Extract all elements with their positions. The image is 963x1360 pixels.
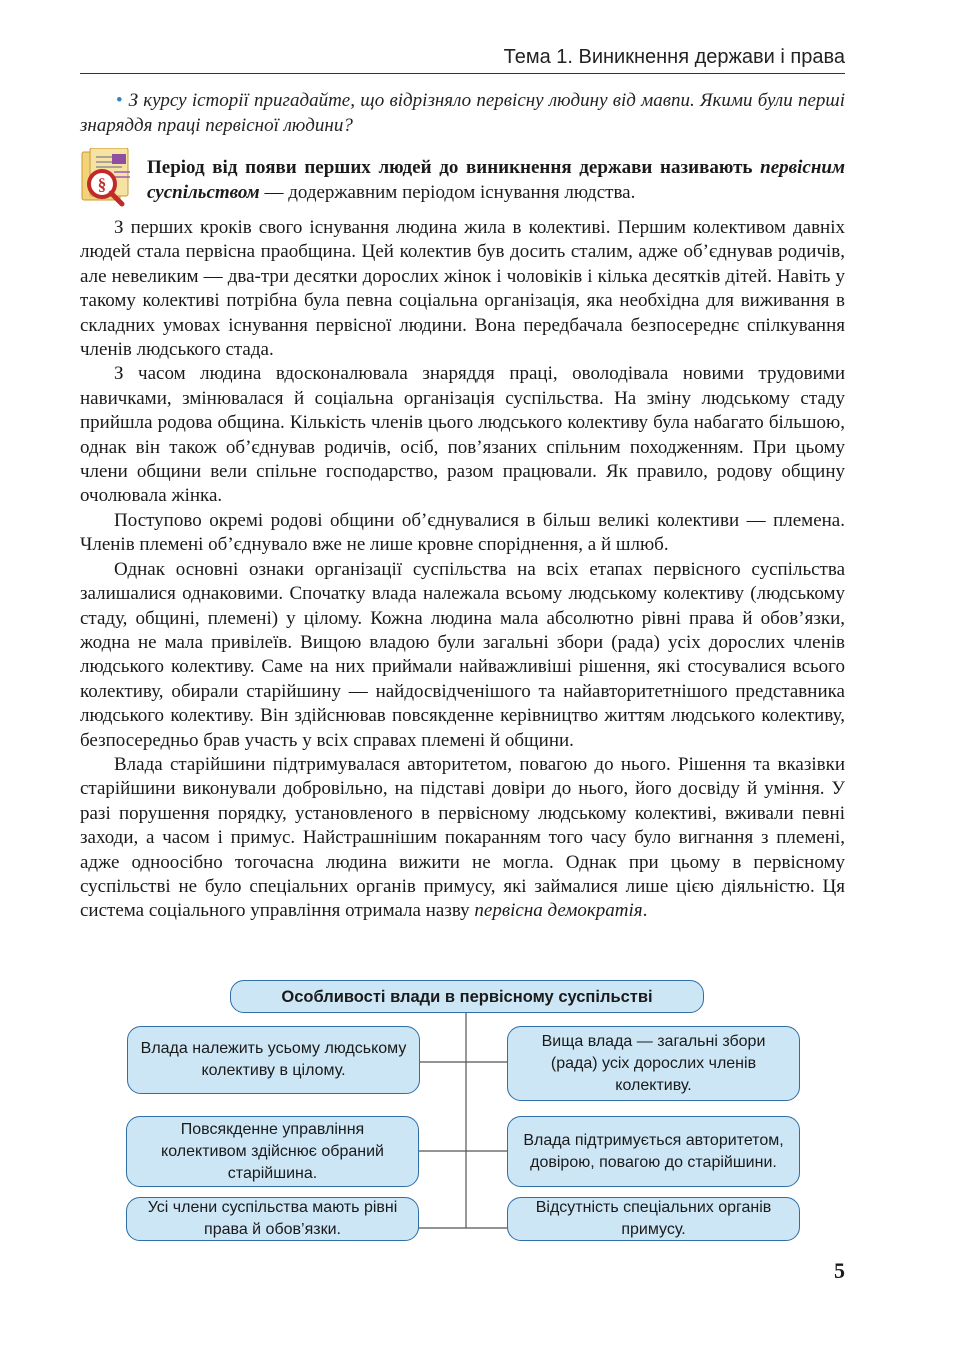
diagram-left-box-1: Влада належить усьому людському колективу в цілому. [127, 1026, 420, 1094]
diagram-title-box: Особливості влади в первісному суспільстві [230, 980, 704, 1013]
question-bullet: • [116, 90, 123, 111]
paragraph-2: З часом людина вдосконалювала знаряддя праці, оволодівала новими трудовими навичками, змінювалася й соціальна організація суспільства. На зміну людському стаду прийшла родова община. Кількість членів цього людського колективу була набагато більшою, однак він також об’єднував родичів, осіб, пов’язаних спільним походженням. При цьому члени общини вели спільне господарство, разом працювали. Як правило, родову общину очолювала жінка. [80, 363, 845, 507]
review-question [80, 88, 845, 138]
question-text: З курсу історії пригадайте, що відрізняло первісну людину від мавпи. Якими були перші знаряддя праці первісної людини? [80, 90, 845, 136]
diagram-right-box-2: Влада підтримується авторитетом, довірою, повагою до старійшини. [507, 1116, 800, 1187]
paragraph-4: Однак основні ознаки організації суспільства на всіх етапах первісного суспільства залишалися однаковими. Спочатку влада належала всьому людському колективу (людському стаду, общині, племені) у цілому. Кожна людина мала абсолютно рівні права й обов’язки, жодна не мала привілеїв. Вищою владою були загальні збори (рада) усіх дорослих членів людського колективу. Саме на них приймали найважливіші рішення, які стосувалися всього колективу, обирали старійшину — найдосвідченішого та найавторитетнішого представника людського колективу. Він здійснював повсякденне керівництво життям людського колективу, безпосередньо брав участь у всіх справах племені й общини. [80, 558, 845, 751]
paragraph-5 [80, 753, 845, 924]
definition-term: первісним суспільством [147, 157, 845, 203]
law-book-magnifier-icon [80, 148, 136, 208]
definition-lead: Період від появи перших людей до виникнення держави називають [147, 157, 761, 178]
paragraph-5-text: Влада старійшини підтримувалася авторитетом, повагою до нього. Рішення та вказівки старійшини виконували добровільно, на підставі довіри до нього, його досвіду й уміння. У разі порушення порядку, установленого в первісному людському колективі, вживали певні заходи, а часом і примус. Найстрашнішим покаранням того часу було вигнання з племені, адже одноосібно тогочасна людина вижити не могла. Однак при цьому в первісному суспільстві не було спеціальних органів примусу, які займалися лише цією діяльністю. Ця система соціального управління отримала назву [80, 753, 845, 922]
diagram-left-box-2: Повсякденне управління колективом здійснює обраний старійшина. [126, 1116, 419, 1187]
definition-block [147, 155, 845, 205]
paragraph-5-term: первісна демократія [474, 900, 643, 922]
paragraph-1: З перших кроків свого існування людина жила в колективі. Першим колективом давніх людей стала первісна праобщина. Цей колектив був досить сталим, адже об’єднував родичів, але невеликим — два-три десятки дорослих жінок і чоловіків і кілька десятків дітей. Навіть у такому колективі потрібна була певна соціальна організація, яка необхідна для виживання в складних умовах існування первісної людини. Вона передбачала безпосереднє спілкування членів людського стада. [80, 217, 845, 361]
svg-text:§: § [97, 175, 107, 194]
paragraph-5-end: . [642, 900, 648, 922]
diagram-right-box-1: Вища влада — загальні збори (рада) усіх дорослих членів колективу. [507, 1026, 800, 1101]
running-title: Тема 1. Виникнення держави і права [503, 46, 845, 68]
main-text [80, 216, 845, 924]
diagram-right-box-3: Відсутність спеціальних органів примусу. [507, 1197, 800, 1241]
paragraph-3: Поступово окремі родові общини об’єднувалися в більш великі колективи — племена. Членів племені об’єднувало вже не лише кровне споріднення, а й шлюб. [80, 509, 845, 556]
definition-rest: — додержавним періодом існування людства. [259, 182, 636, 203]
header-rule [80, 73, 845, 74]
diagram-left-box-3: Усі члени суспільства мають рівні права й обов’язки. [126, 1197, 419, 1241]
page-number: 5 [834, 1258, 845, 1283]
